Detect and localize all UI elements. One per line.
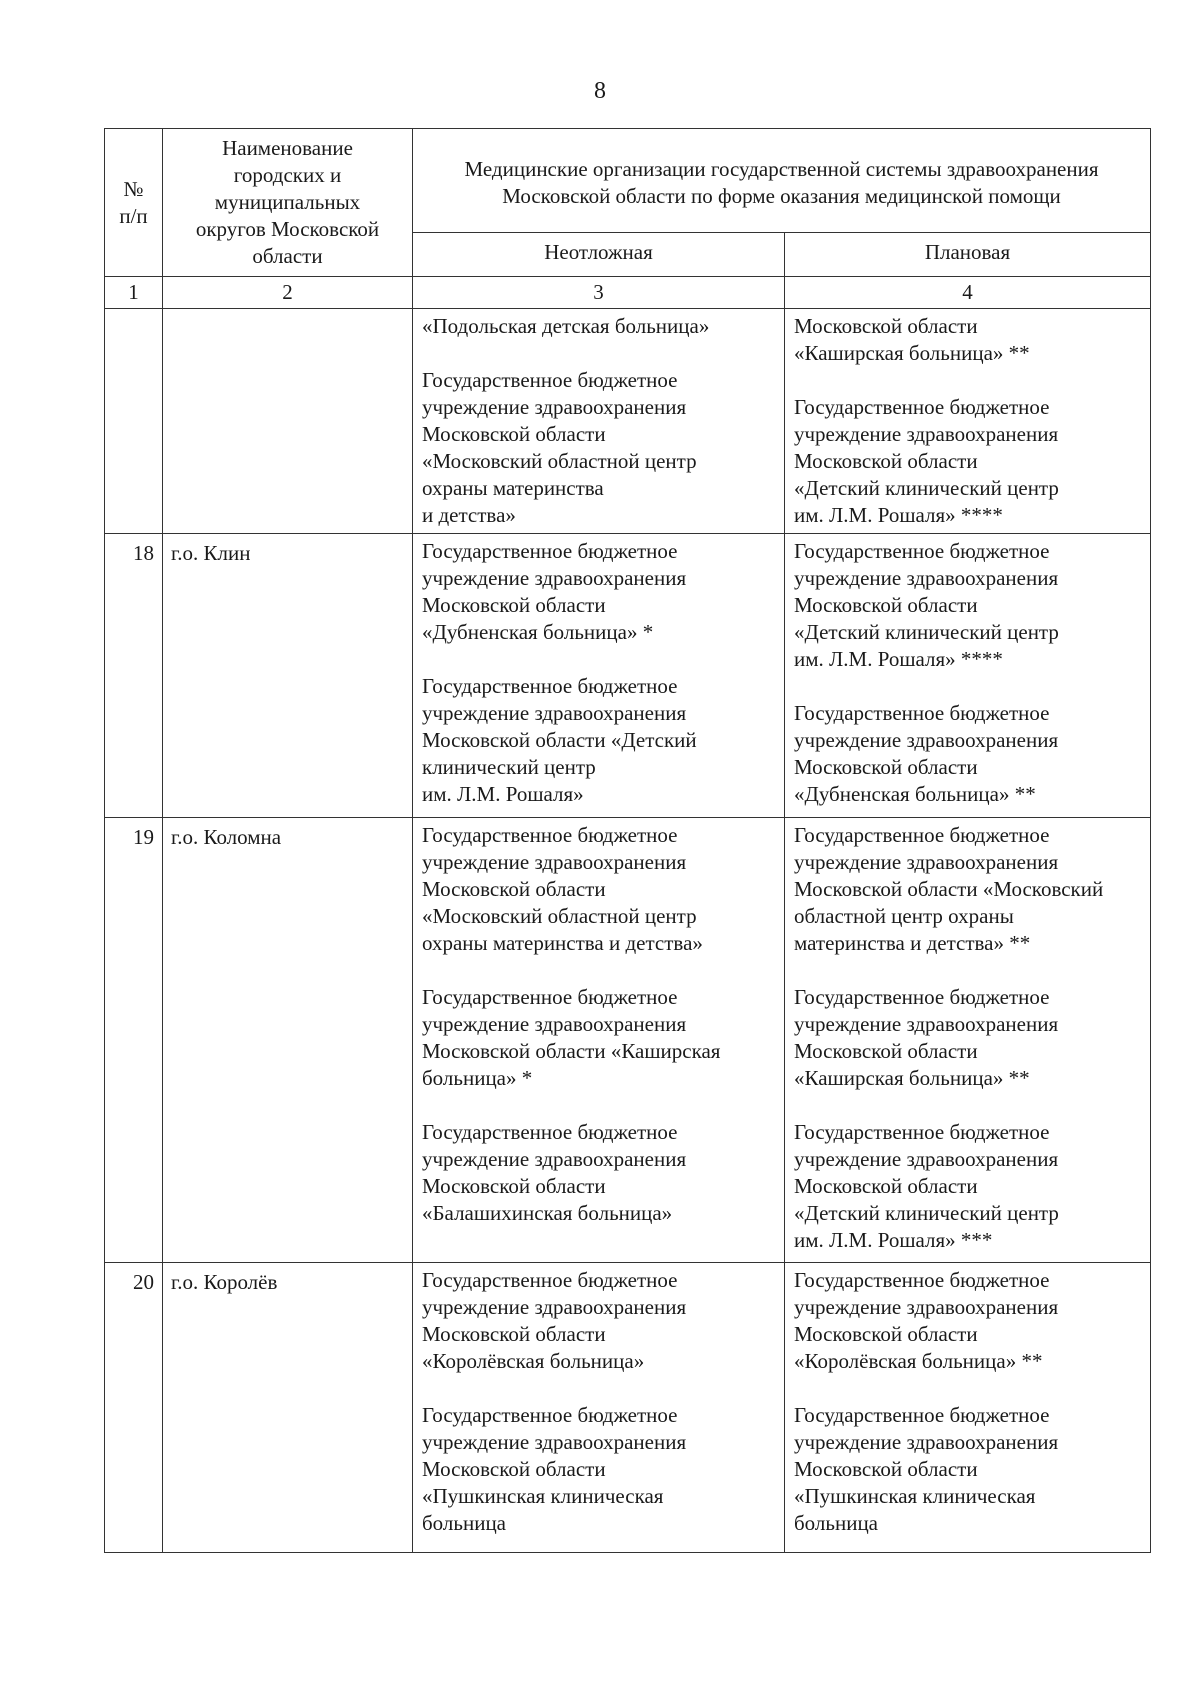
header-number-label: № п/п xyxy=(119,176,148,228)
organization-entry: Государственное бюджетное учреждение здравоохранения Московской области «Королёвская больница» ** xyxy=(794,1268,1059,1373)
organization-entry: Государственное бюджетное учреждение здравоохранения Московской области «Детский клинический центр им. Л.М. Рошаля» *** xyxy=(794,1120,1059,1252)
header-okrug-name xyxy=(163,129,413,277)
okrug-name: г.о. Коломна xyxy=(163,818,413,1263)
organization-entry: Государственное бюджетное учреждение здравоохранения Московской области «Московский областной центр охраны материнства и детства» xyxy=(422,368,697,527)
header-organizations-label: Медицинские организации государственной системы здравоохранения Московской области по форме оказания медицинской помощи xyxy=(464,156,1099,208)
okrug-name: г.о. Клин xyxy=(163,534,413,818)
page-number: 8 xyxy=(594,78,606,104)
organization-entry: Государственное бюджетное учреждение здравоохранения Московской области «Детский клинический центр им. Л.М. Рошаля» **** xyxy=(794,395,1059,527)
column-index-row xyxy=(105,277,1151,309)
organization-entry: Государственное бюджетное учреждение здравоохранения Московской области «Дубненская больница» ** xyxy=(794,701,1059,806)
table-row xyxy=(105,818,1151,1263)
planned-organizations xyxy=(785,309,1151,534)
column-index: 3 xyxy=(413,277,785,309)
organization-entry: Государственное бюджетное учреждение здравоохранения Московской области «Дубненская больница» * xyxy=(422,539,687,644)
table-row xyxy=(105,309,1151,534)
header-number xyxy=(105,129,163,277)
organization-entry: Государственное бюджетное учреждение здравоохранения Московской области «Детский клинический центр им. Л.М. Рошаля» **** xyxy=(794,539,1059,671)
organization-entry: Государственное бюджетное учреждение здравоохранения Московской области «Королёвская больница» xyxy=(422,1268,687,1373)
header-okrug-label: Наименование городских и муниципальных округов Московской области xyxy=(195,136,380,268)
table-row xyxy=(105,534,1151,818)
planned-organizations xyxy=(785,818,1151,1263)
table-row xyxy=(105,1263,1151,1553)
row-number: 18 xyxy=(105,534,163,818)
organization-entry: Государственное бюджетное учреждение здравоохранения Московской области «Пушкинская клиническая больница xyxy=(422,1403,687,1535)
organization-entry: Государственное бюджетное учреждение здравоохранения Московской области «Балашихинская больница» xyxy=(422,1120,687,1225)
column-index: 1 xyxy=(105,277,163,309)
row-number xyxy=(105,309,163,534)
organization-entry: «Подольская детская больница» xyxy=(422,314,710,338)
header-urgent: Неотложная xyxy=(413,233,785,277)
row-number: 20 xyxy=(105,1263,163,1553)
row-number: 19 xyxy=(105,818,163,1263)
column-index: 2 xyxy=(163,277,413,309)
header-planned: Плановая xyxy=(785,233,1151,277)
okrug-name: г.о. Королёв xyxy=(163,1263,413,1553)
urgent-organizations xyxy=(413,309,785,534)
urgent-organizations xyxy=(413,1263,785,1553)
urgent-organizations xyxy=(413,534,785,818)
urgent-organizations xyxy=(413,818,785,1263)
header-organizations xyxy=(413,129,1151,233)
planned-organizations xyxy=(785,534,1151,818)
hospital-routing-table xyxy=(104,128,1151,1553)
column-index: 4 xyxy=(785,277,1151,309)
organization-entry: Государственное бюджетное учреждение здравоохранения Московской области «Пушкинская клиническая больница xyxy=(794,1403,1059,1535)
organization-entry: Государственное бюджетное учреждение здравоохранения Московской области «Детский клинический центр им. Л.М. Рошаля» xyxy=(422,674,697,806)
organization-entry: Государственное бюджетное учреждение здравоохранения Московской области «Московский областной центр охраны материнства и детства» ** xyxy=(794,823,1104,955)
organization-entry: Московской области «Каширская больница» ** xyxy=(794,314,1030,365)
organization-entry: Государственное бюджетное учреждение здравоохранения Московской области «Каширская больница» * xyxy=(422,985,721,1090)
planned-organizations xyxy=(785,1263,1151,1553)
okrug-name xyxy=(163,309,413,534)
organization-entry: Государственное бюджетное учреждение здравоохранения Московской области «Московский областной центр охраны материнства и детства» xyxy=(422,823,703,955)
header-row xyxy=(105,129,1151,233)
organization-entry: Государственное бюджетное учреждение здравоохранения Московской области «Каширская больница» ** xyxy=(794,985,1059,1090)
